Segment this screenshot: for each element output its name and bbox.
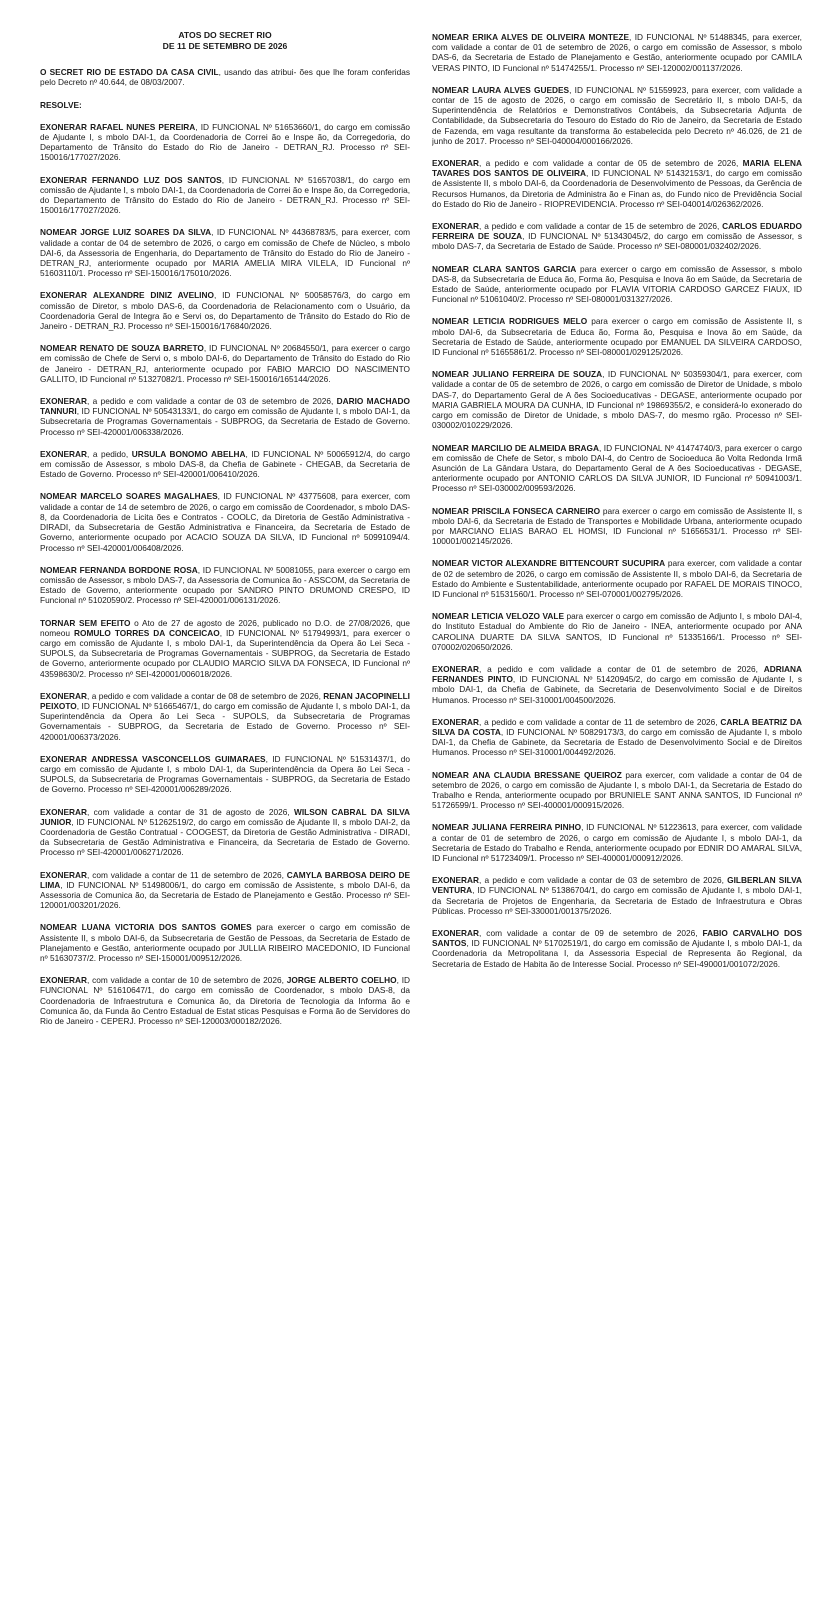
act-action: NOMEAR xyxy=(432,558,469,569)
act-pre: , com validade a contar de 09 de setembro de 2026, xyxy=(479,928,703,939)
act-person-name: LUANA VICTORIA DOS SANTOS GOMES xyxy=(81,922,252,933)
intro-paragraph xyxy=(40,67,410,87)
act-entry xyxy=(432,264,802,305)
act-text: , ID FUNCIONAL Nº 51488345, para exercer, com validade a contar de 01 de setembro de 2026, o cargo em comissão de Assessor, s mbolo DAS-6, da Secretaria de Estado de Planejamento e Gestão, anteriormente ocupado por CAMILA VERAS PINTO, ID Funcional nº 51474255/1. Processo nº SEI-120002/001137/2026. xyxy=(432,32,802,73)
act-action: EXONERAR xyxy=(40,806,88,817)
act-person-name: PRISCILA FONSECA CARNEIRO xyxy=(471,505,601,516)
act-text: , ID FUNCIONAL Nº 44368783/5, para exercer, com validade a contar de 04 de setembro de 2026, o cargo em comissão de Chefe de Núcleo, s mbolo DAI-6, da Assessoria de Engenharia, do Departamento de Trânsito do Estado do Rio de Janeiro - DETRAN_RJ, anteriormente ocupado por MARIA AMELIA MIRA VILELA, ID Funcional nº 51603110/1. Processo nº SEI-150016/175010/2026. xyxy=(40,227,410,279)
act-action: NOMEAR xyxy=(40,227,77,238)
act-entry xyxy=(40,343,410,384)
document-header xyxy=(40,30,410,51)
act-action: EXONERAR xyxy=(432,928,480,939)
act-text: , ID FUNCIONAL Nº 50081055, para exercer o cargo em comissão de Assessor, s mbolo DAS-7, da Assessoria de Comunica ão - ASSCOM, da Secretaria de Estado de Governo, anteriormente ocupado por SANDRO PINTO DRUMOND CRESPO, ID Funcional nº 51020590/2. Processo nº SEI-420001/006131/2026. xyxy=(40,564,410,606)
act-person-name: CARLA BEATRIZ DA SILVA DA COSTA xyxy=(432,716,802,737)
act-action: NOMEAR xyxy=(432,505,469,516)
act-action: NOMEAR xyxy=(40,922,77,933)
act-text: para exercer o cargo em comissão de Assessor, s mbolo DAS-8, da Subsecretaria de Educa ão, Forma ão, Pesquisa e Inova ão em Saúde, da Secretaria de Estado de Saúde, anteriormente ocupado por FLAVIA VITORIA CARDOSO GARCEZ FIAUX, ID Funcional nº 51061040/2. Processo nº SEI-080001/031327/2026. xyxy=(432,263,802,305)
act-entry xyxy=(432,664,802,705)
act-pre: , a pedido e com validade a contar de 05 de setembro de 2026, xyxy=(479,158,743,169)
act-action: EXONERAR xyxy=(40,869,88,880)
act-person-name: FERNANDA BORDONE ROSA xyxy=(79,564,198,575)
act-entry xyxy=(432,443,802,494)
act-action: EXONERAR xyxy=(432,716,480,727)
act-text: , ID FUNCIONAL Nº 50829173/3, do cargo em comissão de Ajudante I, s mbolo DAI-1, da Chefia de Gabinete, da Secretaria de Estado de Desenvolvimento Social e de Direitos Humanos. Processo nº SEI-310001/004492/2026. xyxy=(432,726,802,758)
act-text: , ID FUNCIONAL Nº 50065912/4, do cargo em comissão de Assessor, s mbolo DAS-8, da Chefia de Gabinete - CHEGAB, da Secretaria de Estado de Governo. Processo nº SEI-420001/006410/2026. xyxy=(40,448,410,480)
act-pre: , com validade a contar de 10 de setembro de 2026, xyxy=(87,975,287,986)
left-column xyxy=(40,26,410,1599)
act-entry xyxy=(432,717,802,758)
act-person-name: WILSON CABRAL DA SILVA JUNIOR xyxy=(40,806,410,827)
act-entry xyxy=(40,175,410,216)
act-action: EXONERAR xyxy=(40,174,88,185)
act-entry xyxy=(432,369,802,430)
act-entry xyxy=(432,875,802,916)
act-person-name: JORGE ALBERTO COELHO xyxy=(286,975,397,986)
act-entry xyxy=(40,807,410,858)
act-pre: , a pedido e com validade a contar de 03 de setembro de 2026, xyxy=(87,396,337,407)
act-action: EXONERAR xyxy=(40,753,88,764)
act-person-name: ROMULO TORRES DA CONCEICAO xyxy=(74,627,220,638)
act-person-name: MARCELO SOARES MAGALHAES xyxy=(80,491,218,502)
act-action: NOMEAR xyxy=(432,611,469,622)
act-entry xyxy=(432,221,802,252)
act-entry xyxy=(40,122,410,163)
act-person-name: RENAN JACOPINELLI PEIXOTO xyxy=(40,690,410,711)
act-entry xyxy=(432,316,802,357)
act-action: NOMEAR xyxy=(432,442,469,453)
act-person-name: ANDRESSA VASCONCELLOS GUIMARAES xyxy=(91,753,266,764)
act-entry xyxy=(40,565,410,606)
act-text: , ID FUNCIONAL Nº 51610647/1, do cargo em comissão de Coordenador, s mbolo DAS-8, da Coordenadoria de Infraestrutura e Comunica ão, da Diretoria de Tecnologia da Informa ão e Comunica ão, da Funda ão Centro Estadual de Estat sticas Pesquisas e Forma ão de Servidores do Rio de Janeiro - CEPERJ. Processo nº SEI-120003/000182/2026. xyxy=(40,975,410,1027)
act-pre: o Ato de 27 de agosto de 2026, publicado no D.O. de 27/08/2026, que nomeou xyxy=(40,617,410,638)
act-action: NOMEAR xyxy=(432,316,469,327)
act-person-name: CARLOS EDUARDO FERREIRA DE SOUZA xyxy=(432,221,802,242)
act-person-name: GILBERLAN SILVA VENTURA xyxy=(432,875,802,896)
act-person-name: JORGE LUIZ SOARES DA SILVA xyxy=(80,227,212,238)
act-pre: , a pedido e com validade a contar de 08 de setembro de 2026, xyxy=(87,690,324,701)
act-action: EXONERAR xyxy=(40,690,88,701)
act-text: , ID FUNCIONAL Nº 41474740/3, para exercer o cargo em comissão de Chefe de Setor, s mbolo DAI-4, do Centro de Socioeduca ão Volta Redonda Irmã Asunción de La Gândara Ustara, do Departamento Geral de A ões Socioeducativas - DEGASE, anteriormente ocupado por ANTONIO CARLOS DA SILVA JUNIOR, ID Funcional nº 50941003/1. Processo nº SEI-030002/009593/2026. xyxy=(432,442,802,494)
resolve-heading: RESOLVE: xyxy=(40,99,82,110)
header-date: DE 11 DE SETEMBRO DE 2026 xyxy=(162,40,288,51)
act-pre: , a pedido e com validade a contar de 15 de setembro de 2026, xyxy=(479,221,723,232)
act-entry xyxy=(40,691,410,742)
right-column xyxy=(432,26,802,1599)
act-text: , ID FUNCIONAL Nº 51262519/2, do cargo em comissão de Ajudante II, s mbolo DAI-2, da Coordenadoria de Gestão Contratual - COOGEST, da Diretoria de Gestão Administrativa - DIRADI, da Subsecretaria de Gestão Administrativa e Financeira, da Secretaria de Estado de Governo. Processo nº SEI-420001/006271/2026. xyxy=(40,816,410,858)
act-person-name: ANA CLAUDIA BRESSANE QUEIROZ xyxy=(472,769,622,780)
act-action: EXONERAR xyxy=(40,290,88,301)
act-entry xyxy=(40,618,410,679)
act-text: , ID FUNCIONAL Nº 51498006/1, do cargo em comissão de Assistente, s mbolo DAI-6, da Assessoria de Comunica ão, da Secretaria de Estado de Planejamento e Gestão. Processo nº SEI-120001/003201/2026. xyxy=(40,879,410,911)
act-person-name: CAMYLA BARBOSA DEIRO DE LIMA xyxy=(40,869,410,890)
act-entry xyxy=(432,85,802,146)
act-pre: , a pedido e com validade a contar de 03 de setembro de 2026, xyxy=(479,875,728,886)
act-action: EXONERAR xyxy=(432,221,480,232)
act-person-name: VICTOR ALEXANDRE BITTENCOURT SUCUPIRA xyxy=(471,558,666,569)
act-entry xyxy=(40,396,410,437)
act-action: NOMEAR xyxy=(432,769,469,780)
header-title: ATOS DO SECRET RIO xyxy=(178,30,272,40)
act-text: , ID FUNCIONAL Nº 51386704/1, do cargo em comissão de Ajudante I, s mbolo DAI-1, da Secretaria de Projetos de Engenharia, da Secretaria de Estado de Infraestrutura e Obras Públicas. Processo nº SEI-330001/001375/2026. xyxy=(432,885,802,916)
act-pre: , com validade a contar de 31 de agosto de 2026, xyxy=(87,806,295,817)
act-text: , ID FUNCIONAL Nº 50543133/1, do cargo em comissão de Ajudante I, s mbolo DAI-1, da Subsecretaria de Programas Governamentais - SUBPROG, da Secretaria de Estado de Governo. Processo nº SEI-420001/006338/2026. xyxy=(40,406,410,437)
act-action: NOMEAR xyxy=(432,84,469,95)
act-person-name: LAURA ALVES GUEDES xyxy=(472,84,570,95)
act-text: , ID FUNCIONAL Nº 51531437/1, do cargo em comissão de Ajudante I, s mbolo DAI-1, da Superintendência da Opera ão Lei Seca - SUPOLS, da Subsecretaria de Programas Governamentais - SUBPROG, da Secretaria de Estado de Governo. Processo nº SEI-420001/006289/2026. xyxy=(40,753,410,795)
act-text: , ID FUNCIONAL Nº 51657038/1, do cargo em comissão de Ajudante I, s mbolo DAI-1, da Coordenadoria de Correi ão e Inspe ão, da Corregedoria, do Departamento de Trânsito do Estado do Rio de Janeiro - DETRAN_RJ. Processo nº SEI-150016/177027/2026. xyxy=(40,174,410,216)
act-text: , ID FUNCIONAL Nº 51559923, para exercer, com validade a contar de 15 de agosto de 2026, o cargo em comissão de Secretário II, s mbolo DAI-5, da Superintendência de Relatórios e Demonstrativos Contábeis, da Subsecretaria Adjunta de Contabilidade, da Subsecretaria do Tesouro do Estado do Rio de Janeiro, da Secretaria de Estado de Fazenda, em vaga resultante da transforma ão estabelecida pelo Decreto nº 46.026, de 21 de junho de 2017. Processo nº SEI-040004/000166/2026. xyxy=(432,84,802,146)
act-entry xyxy=(432,558,802,599)
act-pre: , a pedido e com validade a contar de 01 de setembro de 2026, xyxy=(479,663,764,674)
act-person-name: RENATO DE SOUZA BARRETO xyxy=(79,343,204,354)
act-action: EXONERAR xyxy=(432,663,480,674)
act-entry xyxy=(40,491,410,552)
act-text: , ID FUNCIONAL Nº 43775608, para exercer, com validade a contar de 14 de setembro de 2026, o cargo em comissão de Coordenador, s mbolo DAS-8, da Coordenadoria de Licita ões e Contratos - COOLC, da Diretoria de Gestão Administrativa - DIRADI, da Subsecretaria de Gestão Administrativa e Financeira, da Secretaria de Estado de Governo, anteriormente ocupado por ACACIO SOUZA DA SILVA, ID Funcional nº 50991094/4. Processo nº SEI-420001/006408/2026. xyxy=(40,491,410,553)
act-action: NOMEAR xyxy=(40,491,77,502)
act-person-name: FERNANDO LUZ DOS SANTOS xyxy=(91,174,222,185)
act-entry xyxy=(432,506,802,547)
right-entries xyxy=(432,32,802,969)
left-entries xyxy=(40,122,410,1026)
act-entry xyxy=(432,611,802,652)
act-person-name: JULIANA FERREIRA PINHO xyxy=(471,822,582,833)
act-person-name: RAFAEL NUNES PEREIRA xyxy=(90,121,196,132)
act-entry xyxy=(432,770,802,811)
act-text: , ID FUNCIONAL Nº 51223613, para exercer, com validade a contar de 01 de setembro de 2026, o cargo em comissão de Ajudante I, s mbolo DAI-1, da Secretaria de Estado do Trabalho e Renda, anteriormente ocupado por EDNIR DO AMARAL SILVA, ID Funcional nº 51723409/1. Processo nº SEI-400001/000912/2026. xyxy=(432,822,802,863)
act-action: NOMEAR xyxy=(432,369,469,380)
act-person-name: ADRIANA FERNANDES PINTO xyxy=(432,663,802,685)
act-person-name: ALEXANDRE DINIZ AVELINO xyxy=(92,290,214,301)
act-entry xyxy=(40,449,410,480)
act-text: para exercer o cargo em comissão de Assistente II, s mbolo DAI-6, da Subsecretaria de Educa ão, Forma ão, Pesquisa e Inova ão em Saúde, da Secretaria de Estado de Saúde, anteriormente ocupado por EMANUEL DA SILVEIRA CARDOSO, ID Funcional nº 51655861/2. Processo nº SEI-080001/029125/2026. xyxy=(432,316,802,358)
intro-lead: O SECRET RIO DE ESTADO DA CASA CIVIL xyxy=(40,67,219,78)
act-entry xyxy=(432,928,802,969)
act-action: EXONERAR xyxy=(40,396,88,407)
act-person-name: URSULA BONOMO ABELHA xyxy=(131,448,246,459)
act-entry xyxy=(432,32,802,73)
act-person-name: LETICIA VELOZO VALE xyxy=(471,611,564,622)
act-action: NOMEAR xyxy=(40,343,77,354)
act-action: EXONERAR xyxy=(432,158,480,169)
act-entry xyxy=(432,822,802,863)
act-text: para exercer o cargo em comissão de Adjunto I, s mbolo DAI-4, do Instituto Estadual do Ambiente do Rio de Janeiro - INEA, anteriormente ocupado por ANA CAROLINA DUARTE DA SILVA SANTOS, ID Funcional nº 51335166/1. Processo nº SEI-070002/020650/2026. xyxy=(432,611,802,652)
intro-text: , usando das atribui- ões que lhe foram conferidas pelo Decreto nº 40.644, de 08/03/2007. xyxy=(40,67,410,88)
act-action: NOMEAR xyxy=(432,822,469,833)
act-entry xyxy=(40,870,410,911)
act-action: EXONERAR xyxy=(432,875,480,886)
act-entry xyxy=(432,158,802,209)
act-pre: , a pedido e com validade a contar de 11 de setembro de 2026, xyxy=(479,716,721,727)
act-text: , ID FUNCIONAL Nº 51794993/1, para exercer o cargo em comissão de Ajudante I, s mbolo DAI-1, da Superintendência da Opera ão Lei Seca - SUPOLS, da Subsecretaria de Programas Governamentais - SUBPROG, da Secretaria de Estado de Governo, anteriormente ocupado por CLAUDIO MARCIO SILVA DA FONSECA, ID Funcional nº 43598630/2. Processo nº SEI-420001/006018/2026. xyxy=(40,627,410,679)
act-text: , ID FUNCIONAL Nº 51653660/1, do cargo em comissão de Ajudante I, s mbolo DAI-1, da Coordenadoria de Correi ão e Inspe ão, da Corregedoria, do Departamento de Trânsito do Estado do Rio de Janeiro - DETRAN_RJ. Processo nº SEI-150016/177027/2026. xyxy=(40,121,410,163)
act-action: TORNAR SEM EFEITO xyxy=(40,617,131,628)
act-person-name: LETICIA RODRIGUES MELO xyxy=(472,316,588,327)
act-person-name: CLARA SANTOS GARCIA xyxy=(472,263,577,274)
act-entry xyxy=(40,975,410,1026)
act-person-name: MARIA ELENA TAVARES DOS SANTOS DE OLIVEIRA xyxy=(432,158,802,179)
act-text: , ID FUNCIONAL Nº 51702519/1, do cargo em comissão de Ajudante I, s mbolo DAI-1, da Coordenadoria da Metropolitana I, da Assessoria Especial de Representa ão Regional, da Secretaria de Estado de Habita ão de Interesse Social. Processo nº SEI-490001/001072/2026. xyxy=(432,938,802,969)
act-action: EXONERAR xyxy=(40,121,88,132)
act-text: , ID FUNCIONAL Nº 20684550/1, para exercer o cargo em comissão de Chefe de Servi o, s mbolo DAI-6, do Departamento de Trânsito do Estado do Rio de Janeiro - DETRAN_RJ, anteriormente ocupado por FABIO MARCIO DO NASCIMENTO GALLITO, ID Funcional nº 51327082/1. Processo nº SEI-150016/165144/2026. xyxy=(40,343,410,384)
act-action: NOMEAR xyxy=(432,32,469,42)
act-text: , ID FUNCIONAL Nº 51432153/1, do cargo em comissão de Assistente II, s mbolo DAI-6, da Coordenadoria de Desenvolvimento de Pessoas, da Gerência de Recursos Humanos, da Diretoria de Administra ão e Finan as, do Fundo nico de Previdência Social do Estado do Rio de Janeiro - RIOPREVIDENCIA. Processo nº SEI-040014/026362/2026. xyxy=(432,168,802,209)
act-person-name: MARCILIO DE ALMEIDA BRAGA xyxy=(471,442,599,453)
act-entry xyxy=(40,290,410,331)
act-person-name: FABIO CARVALHO DOS SANTOS xyxy=(432,928,802,949)
act-action: EXONERAR xyxy=(40,975,88,986)
act-text: para exercer, com validade a contar de 02 de setembro de 2026, o cargo em comissão de Assistente II, s mbolo DAI-6, da Secretaria de Estado do Ambiente e Sustentabilidade, anteriormente ocupado por RAFAEL DE MORAIS TINOCO, ID Funcional nº 51531560/1. Processo nº SEI-070001/002795/2026. xyxy=(432,558,802,599)
act-text: , ID FUNCIONAL Nº 51420945/2, do cargo em comissão de Ajudante I, s mbolo DAI-1, da Chefia de Gabinete, da Secretaria de Desenvolvimento Social e de Direitos Humanos. Processo nº SEI-310001/004500/2026. xyxy=(432,674,802,705)
act-entry xyxy=(40,754,410,795)
act-person-name: DARIO MACHADO TANNURI xyxy=(40,396,410,417)
act-entry xyxy=(40,227,410,278)
act-entry xyxy=(40,922,410,963)
act-text: , ID FUNCIONAL Nº 50058576/3, do cargo em comissão de Diretor, s mbolo DAS-6, da Coordenadoria de Relacionamento com o Usuário, da Coordenadoria Geral de Integra ão e Servi os, do Departamento de Trânsito do Estado do Rio de Janeiro - DETRAN_RJ. Processo nº SEI-150016/176840/2026. xyxy=(40,290,410,332)
act-text: para exercer, com validade a contar de 04 de setembro de 2026, o cargo em comissão de Ajudante I, s mbolo DAI-1, da Secretaria de Estado do Trabalho e Renda, anteriormente ocupado por BRUNIELE SANT ANNA SANTOS, ID Funcional nº 51726599/1. Processo nº SEI-400001/000915/2026. xyxy=(432,769,802,811)
act-text: , ID FUNCIONAL Nº 51343045/2, do cargo em comissão de Assessor, s mbolo DAS-7, da Secretaria de Estado de Saúde. Processo nº SEI-080001/032402/2026. xyxy=(432,231,802,252)
act-action: NOMEAR xyxy=(432,263,469,274)
act-pre: , com validade a contar de 11 de setembro de 2026, xyxy=(87,869,287,880)
act-text: , ID FUNCIONAL Nº 51665467/1, do cargo em comissão de Ajudante I, s mbolo DAI-1, da Superintendência da Opera ão Lei Seca - SUPOLS, da Subsecretaria de Programas Governamentais - SUBPROG, da Secretaria de Estado de Governo. Processo nº SEI-420001/006373/2026. xyxy=(40,700,410,742)
act-action: NOMEAR xyxy=(40,564,77,575)
act-text: para exercer o cargo em comissão de Assistente II, s mbolo DAI-6, da Subsecretaria de Gestão de Pessoas, da Secretaria de Estado de Planejamento e Gestão, anteriormente ocupado por JULLIA RIBEIRO MACEDONIO, ID Funcional nº 51630737/2. Processo nº SEI-150001/009512/2026. xyxy=(40,922,410,963)
act-person-name: JULIANO FERREIRA DE SOUZA xyxy=(472,369,603,380)
act-action: EXONERAR xyxy=(40,448,88,459)
act-text: , ID FUNCIONAL Nº 50359304/1, para exercer, com validade a contar de 05 de setembro de 2026, o cargo em comissão de Diretor de Unidade, s mbolo DAS-7, do Departamento Geral de A ões Socioeducativas - DEGASE, anteriormente ocupado por MARIA GABRIELA MOURA DA CUNHA, ID Funcional nº 19869355/2, e considerá-lo exonerado do cargo em comissão de Diretor de Unidade, s mbolo DAS-7, do mesmo rgão. Processo nº SEI-030002/010229/2026. xyxy=(432,369,802,431)
act-text: para exercer o cargo em comissão de Assistente II, s mbolo DAI-6, da Secretaria de Estado de Transportes e Mobilidade Urbana, anteriormente ocupado por MARCIANO ELIAS BARAO EL HOMSI, ID Funcional nº 51656531/1. Processo nº SEI-100001/002145/2026. xyxy=(432,505,802,547)
act-person-name: ERIKA ALVES DE OLIVEIRA MONTEZE xyxy=(472,32,630,42)
act-pre: , a pedido, xyxy=(87,448,132,459)
